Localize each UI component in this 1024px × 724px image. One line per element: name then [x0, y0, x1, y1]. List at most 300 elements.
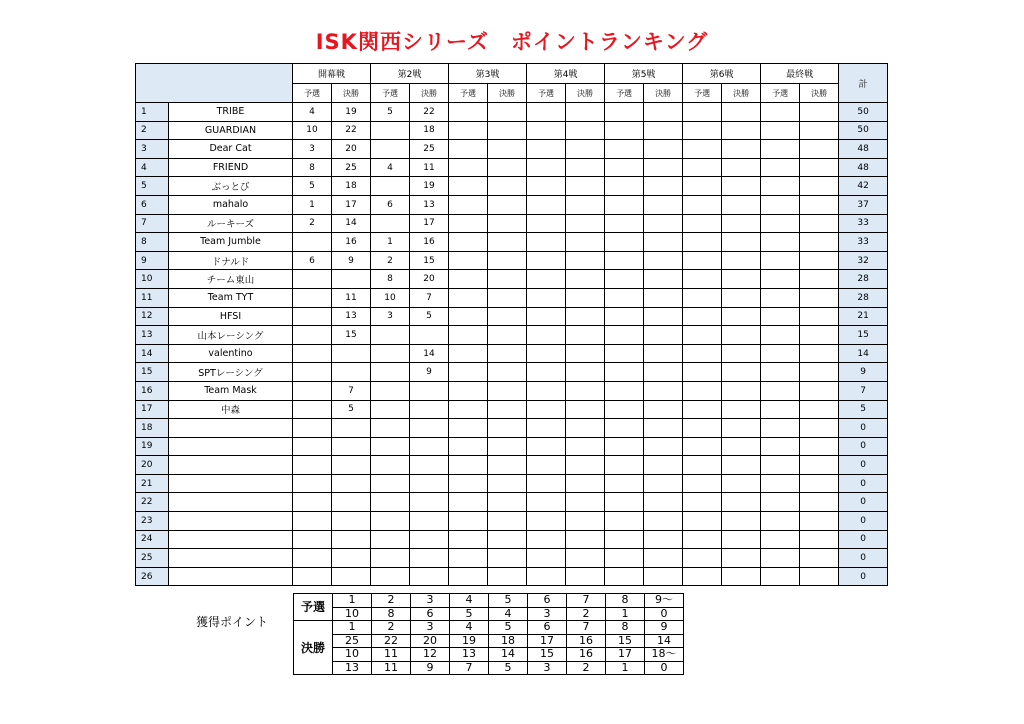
score-cell: 22	[332, 121, 371, 140]
total-cell: 50	[839, 121, 888, 140]
score-cell	[293, 326, 332, 345]
points-cell: 2	[567, 607, 606, 621]
table-row	[136, 158, 888, 177]
table-row	[136, 474, 888, 493]
score-cell	[722, 419, 761, 438]
score-cell	[644, 419, 683, 438]
score-cell	[449, 456, 488, 475]
team-cell	[169, 474, 293, 493]
total-cell: 28	[839, 288, 888, 307]
points-cell: 10	[333, 607, 372, 621]
points-cell: 18	[489, 634, 528, 648]
score-cell: 18	[410, 121, 449, 140]
team-cell: TRIBE	[169, 103, 293, 122]
score-cell	[722, 363, 761, 382]
score-cell	[566, 251, 605, 270]
score-cell	[761, 233, 800, 252]
score-cell	[800, 307, 839, 326]
event-header: 第2戦	[371, 64, 449, 84]
score-cell	[800, 233, 839, 252]
score-cell	[800, 512, 839, 531]
score-cell	[527, 140, 566, 159]
team-cell: ルーキーズ	[169, 214, 293, 233]
sub-header: 決勝	[488, 84, 527, 103]
sub-header: 予選	[371, 84, 410, 103]
score-cell: 17	[332, 195, 371, 214]
score-cell	[449, 195, 488, 214]
score-cell	[644, 512, 683, 531]
team-cell: 山本レーシング	[169, 326, 293, 345]
score-cell	[527, 103, 566, 122]
score-cell	[761, 344, 800, 363]
ranking-table	[135, 63, 888, 586]
score-cell	[605, 419, 644, 438]
score-cell	[527, 437, 566, 456]
score-cell	[488, 567, 527, 586]
score-cell	[644, 326, 683, 345]
rank-cell: 26	[136, 567, 169, 586]
points-row-label: 予選	[294, 594, 333, 621]
total-cell: 5	[839, 400, 888, 419]
score-cell	[722, 121, 761, 140]
score-cell	[683, 214, 722, 233]
points-cell: 7	[567, 594, 606, 608]
team-cell: チーム東山	[169, 270, 293, 289]
score-cell	[722, 493, 761, 512]
sub-header: 決勝	[332, 84, 371, 103]
score-cell	[683, 567, 722, 586]
score-cell	[800, 140, 839, 159]
score-cell	[371, 363, 410, 382]
score-cell	[722, 456, 761, 475]
points-cell: 9	[411, 661, 450, 675]
score-cell	[332, 344, 371, 363]
total-cell: 32	[839, 251, 888, 270]
score-cell	[722, 251, 761, 270]
score-cell	[605, 326, 644, 345]
score-cell	[371, 512, 410, 531]
score-cell	[761, 103, 800, 122]
total-cell: 9	[839, 363, 888, 382]
score-cell	[761, 307, 800, 326]
total-header: 計	[839, 64, 888, 103]
score-cell	[644, 158, 683, 177]
rank-cell: 25	[136, 549, 169, 568]
team-cell: FRIEND	[169, 158, 293, 177]
score-cell	[332, 493, 371, 512]
team-cell: valentino	[169, 344, 293, 363]
score-cell: 13	[332, 307, 371, 326]
points-cell: 9～	[645, 594, 684, 608]
total-cell: 37	[839, 195, 888, 214]
sub-header: 予選	[605, 84, 644, 103]
points-cell: 2	[372, 621, 411, 635]
score-cell	[800, 437, 839, 456]
score-cell	[683, 251, 722, 270]
score-cell	[488, 140, 527, 159]
score-cell	[761, 140, 800, 159]
score-cell	[800, 474, 839, 493]
score-cell	[566, 419, 605, 438]
score-cell: 5	[410, 307, 449, 326]
points-cell: 13	[333, 661, 372, 675]
score-cell	[761, 270, 800, 289]
score-cell	[566, 158, 605, 177]
score-cell: 1	[371, 233, 410, 252]
score-cell	[488, 512, 527, 531]
team-cell	[169, 530, 293, 549]
score-cell	[488, 251, 527, 270]
score-cell	[527, 474, 566, 493]
score-cell	[410, 512, 449, 531]
points-row	[294, 634, 684, 648]
score-cell	[293, 493, 332, 512]
score-cell	[644, 233, 683, 252]
score-cell: 3	[293, 140, 332, 159]
score-cell	[761, 363, 800, 382]
team-cell: SPTレーシング	[169, 363, 293, 382]
score-cell	[527, 400, 566, 419]
score-cell	[683, 363, 722, 382]
points-cell: 5	[489, 621, 528, 635]
points-cell: 17	[606, 648, 645, 662]
points-cell: 2	[372, 594, 411, 608]
score-cell: 2	[293, 214, 332, 233]
score-cell	[605, 549, 644, 568]
table-row	[136, 251, 888, 270]
rank-cell: 2	[136, 121, 169, 140]
points-cell: 8	[372, 607, 411, 621]
score-cell	[644, 437, 683, 456]
event-header: 第4戦	[527, 64, 605, 84]
team-cell	[169, 419, 293, 438]
score-cell	[761, 326, 800, 345]
score-cell: 9	[410, 363, 449, 382]
table-row	[136, 326, 888, 345]
score-cell	[293, 419, 332, 438]
table-row	[136, 307, 888, 326]
score-cell	[722, 437, 761, 456]
score-cell	[410, 474, 449, 493]
score-cell	[449, 381, 488, 400]
table-row	[136, 567, 888, 586]
score-cell	[566, 233, 605, 252]
score-cell	[761, 158, 800, 177]
points-cell: 7	[450, 661, 489, 675]
event-header: 第5戦	[605, 64, 683, 84]
score-cell	[566, 530, 605, 549]
score-cell	[410, 400, 449, 419]
score-cell	[332, 549, 371, 568]
score-cell	[410, 381, 449, 400]
points-cell: 17	[528, 634, 567, 648]
score-cell	[527, 381, 566, 400]
score-cell	[722, 140, 761, 159]
score-cell	[683, 419, 722, 438]
score-cell	[683, 307, 722, 326]
team-cell: Team TYT	[169, 288, 293, 307]
score-cell	[683, 400, 722, 419]
points-cell: 18～	[645, 648, 684, 662]
score-cell	[488, 549, 527, 568]
score-cell	[644, 251, 683, 270]
total-cell: 0	[839, 530, 888, 549]
score-cell	[371, 121, 410, 140]
score-cell	[605, 103, 644, 122]
score-cell	[488, 437, 527, 456]
total-cell: 48	[839, 140, 888, 159]
event-header: 開幕戦	[293, 64, 371, 84]
score-cell	[566, 214, 605, 233]
sub-header: 決勝	[410, 84, 449, 103]
points-cell: 22	[372, 634, 411, 648]
team-cell: ドナルド	[169, 251, 293, 270]
points-cell: 10	[333, 648, 372, 662]
team-cell: HFSI	[169, 307, 293, 326]
score-cell	[605, 381, 644, 400]
score-cell	[566, 456, 605, 475]
score-cell	[527, 493, 566, 512]
points-cell: 4	[450, 594, 489, 608]
total-cell: 42	[839, 177, 888, 196]
score-cell	[644, 270, 683, 289]
score-cell	[800, 419, 839, 438]
team-cell	[169, 493, 293, 512]
score-cell	[293, 549, 332, 568]
rank-cell: 10	[136, 270, 169, 289]
score-cell	[488, 158, 527, 177]
table-row	[136, 288, 888, 307]
rank-cell: 5	[136, 177, 169, 196]
points-cell: 0	[645, 607, 684, 621]
score-cell	[566, 493, 605, 512]
score-cell: 19	[332, 103, 371, 122]
points-row	[294, 594, 684, 608]
points-cell: 11	[372, 648, 411, 662]
table-row	[136, 233, 888, 252]
score-cell	[722, 103, 761, 122]
score-cell	[605, 195, 644, 214]
team-cell: Dear Cat	[169, 140, 293, 159]
score-cell	[722, 214, 761, 233]
rank-cell: 8	[136, 233, 169, 252]
total-cell: 14	[839, 344, 888, 363]
score-cell	[449, 307, 488, 326]
score-cell	[722, 549, 761, 568]
score-cell	[566, 344, 605, 363]
score-cell	[605, 307, 644, 326]
score-cell	[644, 530, 683, 549]
team-cell	[169, 567, 293, 586]
score-cell	[566, 437, 605, 456]
total-cell: 33	[839, 214, 888, 233]
score-cell: 22	[410, 103, 449, 122]
score-cell: 15	[332, 326, 371, 345]
score-cell	[800, 530, 839, 549]
score-cell	[488, 381, 527, 400]
score-cell	[371, 214, 410, 233]
score-cell	[371, 400, 410, 419]
score-cell: 8	[371, 270, 410, 289]
score-cell	[800, 177, 839, 196]
points-cell: 3	[528, 607, 567, 621]
score-cell	[488, 400, 527, 419]
rank-cell: 24	[136, 530, 169, 549]
score-cell	[293, 344, 332, 363]
score-cell	[488, 474, 527, 493]
points-cell: 2	[567, 661, 606, 675]
score-cell	[566, 103, 605, 122]
score-cell: 9	[332, 251, 371, 270]
score-cell	[371, 437, 410, 456]
score-cell	[605, 251, 644, 270]
points-cell: 15	[606, 634, 645, 648]
team-cell	[169, 437, 293, 456]
score-cell: 16	[332, 233, 371, 252]
score-cell	[761, 251, 800, 270]
score-cell: 11	[332, 288, 371, 307]
score-cell	[527, 344, 566, 363]
points-cell: 9	[645, 621, 684, 635]
points-cell: 5	[450, 607, 489, 621]
score-cell	[644, 493, 683, 512]
sub-header: 予選	[683, 84, 722, 103]
total-cell: 0	[839, 512, 888, 531]
table-row	[136, 177, 888, 196]
score-cell: 20	[410, 270, 449, 289]
score-cell	[605, 400, 644, 419]
score-cell	[761, 288, 800, 307]
rank-cell: 18	[136, 419, 169, 438]
score-cell	[527, 270, 566, 289]
score-cell: 10	[293, 121, 332, 140]
points-cell: 3	[411, 594, 450, 608]
score-cell	[488, 288, 527, 307]
rank-cell: 21	[136, 474, 169, 493]
score-cell	[293, 567, 332, 586]
score-cell	[371, 493, 410, 512]
points-cell: 5	[489, 594, 528, 608]
score-cell	[722, 326, 761, 345]
score-cell	[722, 158, 761, 177]
score-cell	[566, 195, 605, 214]
score-cell	[761, 121, 800, 140]
points-cell: 3	[411, 621, 450, 635]
score-cell	[683, 195, 722, 214]
points-row	[294, 607, 684, 621]
score-cell	[488, 326, 527, 345]
score-cell	[800, 158, 839, 177]
score-cell	[449, 419, 488, 438]
table-row	[136, 214, 888, 233]
score-cell: 25	[410, 140, 449, 159]
table-row	[136, 121, 888, 140]
table-row	[136, 456, 888, 475]
sub-header: 決勝	[722, 84, 761, 103]
points-row	[294, 661, 684, 675]
points-cell: 19	[450, 634, 489, 648]
points-cell: 8	[606, 621, 645, 635]
score-cell	[332, 270, 371, 289]
sub-header: 予選	[449, 84, 488, 103]
points-cell: 13	[450, 648, 489, 662]
score-cell	[449, 270, 488, 289]
score-cell	[566, 288, 605, 307]
score-cell	[527, 512, 566, 531]
sub-header: 決勝	[800, 84, 839, 103]
rank-cell: 4	[136, 158, 169, 177]
score-cell	[800, 288, 839, 307]
score-cell	[371, 474, 410, 493]
score-cell	[566, 381, 605, 400]
score-cell	[293, 233, 332, 252]
score-cell	[293, 381, 332, 400]
score-cell	[566, 400, 605, 419]
table-row	[136, 400, 888, 419]
score-cell	[527, 567, 566, 586]
score-cell	[527, 307, 566, 326]
score-cell	[371, 381, 410, 400]
table-row	[136, 103, 888, 122]
table-row	[136, 512, 888, 531]
score-cell	[761, 493, 800, 512]
score-cell	[683, 177, 722, 196]
score-cell	[488, 195, 527, 214]
table-row	[136, 140, 888, 159]
score-cell	[800, 270, 839, 289]
score-cell	[449, 251, 488, 270]
score-cell	[410, 456, 449, 475]
page-title: ISK関西シリーズ ポイントランキング	[315, 30, 709, 54]
score-cell	[761, 567, 800, 586]
score-cell	[644, 140, 683, 159]
sub-header: 決勝	[566, 84, 605, 103]
score-cell	[800, 121, 839, 140]
score-cell	[449, 437, 488, 456]
score-cell: 5	[293, 177, 332, 196]
points-row	[294, 648, 684, 662]
rank-cell: 22	[136, 493, 169, 512]
score-cell	[644, 363, 683, 382]
score-cell	[527, 195, 566, 214]
score-cell	[683, 381, 722, 400]
rank-cell: 19	[136, 437, 169, 456]
score-cell: 4	[371, 158, 410, 177]
score-cell	[800, 195, 839, 214]
score-cell	[293, 307, 332, 326]
score-cell	[644, 400, 683, 419]
table-row	[136, 270, 888, 289]
score-cell	[527, 158, 566, 177]
score-cell	[527, 326, 566, 345]
score-cell: 2	[371, 251, 410, 270]
score-cell	[488, 530, 527, 549]
score-cell	[605, 121, 644, 140]
score-cell	[722, 270, 761, 289]
score-cell	[605, 493, 644, 512]
score-cell: 8	[293, 158, 332, 177]
points-cell: 14	[645, 634, 684, 648]
total-cell: 50	[839, 103, 888, 122]
score-cell	[332, 456, 371, 475]
score-cell	[722, 307, 761, 326]
score-cell	[722, 381, 761, 400]
rank-cell: 12	[136, 307, 169, 326]
team-cell: mahalo	[169, 195, 293, 214]
score-cell	[605, 512, 644, 531]
score-cell	[800, 456, 839, 475]
score-cell	[800, 326, 839, 345]
